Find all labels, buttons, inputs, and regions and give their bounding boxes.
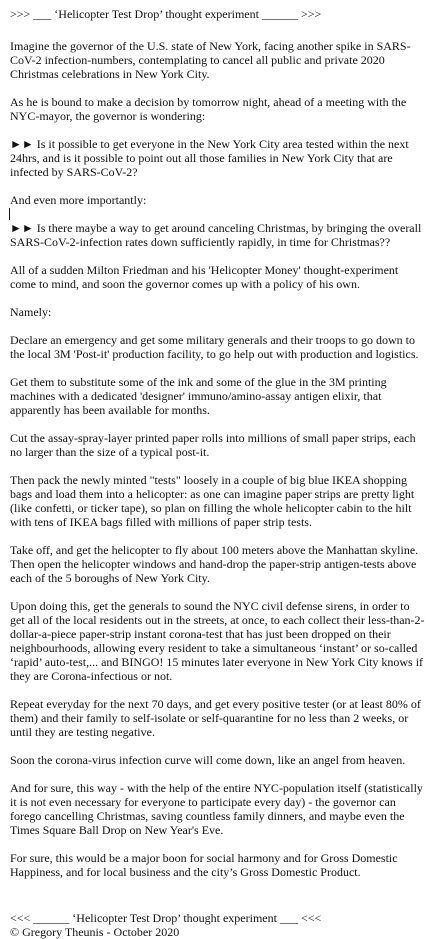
spacer	[10, 81, 426, 95]
paragraph: And even more importantly:	[10, 193, 147, 207]
spacer	[10, 123, 426, 137]
paragraph: Repeat everyday for the next 70 days, and get every positive tester (or at least 80% of them) and their family to self-isolate or self-quarantine for no less than 2 weeks, or until they are testing negative.	[10, 697, 421, 739]
copyright-line: © Gregory Theunis - October 2020	[10, 925, 180, 939]
spacer	[10, 459, 426, 473]
paragraph: Soon the corona-virus infection curve will come down, like an angel from heaven.	[10, 753, 406, 767]
paragraph: ►► Is there maybe a way to get around canceling Christmas, by bringing the overall SARS-CoV-2-infection rates down sufficiently rapidly, in time for Christmas??	[10, 221, 422, 249]
text-cursor	[9, 208, 10, 220]
paragraph: Get them to substitute some of the ink and some of the glue in the 3M printing machines with a dedicated 'designer' immuno/amino-assay antigen elixir, that apparently has been available for months.	[10, 375, 387, 417]
spacer	[10, 179, 426, 193]
spacer	[10, 529, 426, 543]
spacer	[10, 291, 426, 305]
spacer	[10, 585, 426, 599]
spacer	[10, 319, 426, 333]
spacer	[10, 21, 426, 39]
spacer	[10, 739, 426, 753]
paragraph: Namely:	[10, 305, 52, 319]
paragraph: Declare an emergency and get some military generals and their troops to go down to the local 3M 'Post-it' production facility, to go help out with production and logistics.	[10, 333, 419, 361]
paragraph: Upon doing this, get the generals to sound the NYC civil defense sirens, in order to get all of the local residents out in the streets, at once, to each collect their less-than-2-dollar-a-piece paper-strip instant corona-test that has just been dropped on their neighbourhoods, allowing every resident to take a simultaneous ‘instant’ or so-called ‘rapid’ auto-test,... and BINGO! 15 minutes later everyone in New York City knows if they are Corona-infectious or not.	[10, 599, 425, 683]
paragraph: And for sure, this way - with the help of the entire NYC-population itself (statistically it is not even necessary for everyone to participate every day) - the governor can forego cancelling Christmas, saving countless family dinners, and maybe even the Times Square Ball Drop on New Year's Eve.	[10, 781, 423, 837]
spacer	[10, 837, 426, 851]
spacer	[10, 361, 426, 375]
paragraph: As he is bound to make a decision by tomorrow night, ahead of a meeting with the NYC-mayor, the governor is wondering:	[10, 95, 407, 123]
paragraph: Take off, and get the helicopter to fly about 100 meters above the Manhattan skyline. Then open the helicopter windows and hand-drop the paper-strip antigen-tests above each of the 5 boroughs of New York City.	[10, 543, 419, 585]
spacer	[10, 767, 426, 781]
paragraph: Cut the assay-spray-layer printed paper rolls into millions of small paper strips, each no larger than the size of a typical post-it.	[10, 431, 416, 459]
spacer	[10, 897, 426, 911]
paragraph: Then pack the newly minted "tests" loosely in a couple of big blue IKEA shopping bags and load them into a helicopter: as one can imagine paper strips are pretty light (like confetti, or ticker tape), so plan on filling the whole helicopter cabin to the hilt with tens of IKEA bags filled with millions of paper strip tests.	[10, 473, 415, 529]
paragraph: Imagine the governor of the U.S. state of New York, facing another spike in SARS-CoV-2 infection-numbers, contemplating to cancel all public and private 2020 Christmas celebrations in New York City.	[10, 39, 411, 81]
document-body	[10, 7, 426, 939]
paragraph: ►► Is it possible to get everyone in the New York City area tested within the next 24hrs, and is it possible to point out all those families in New York City that are infected by SARS-CoV-2?	[10, 137, 409, 179]
spacer	[10, 207, 426, 221]
paragraph: For sure, this would be a major boon for social harmony and for Gross Domestic Happiness, and for local business and the city’s Gross Domestic Product.	[10, 851, 398, 879]
spacer	[10, 683, 426, 697]
document-footer: <<< ______ ‘Helicopter Test Drop’ thought experiment ___ <<<	[10, 911, 322, 925]
spacer	[10, 249, 426, 263]
paragraph: All of a sudden Milton Friedman and his 'Helicopter Money' thought-experiment come to mind, and soon the governor comes up with a policy of his own.	[10, 263, 399, 291]
spacer	[10, 879, 426, 897]
spacer	[10, 417, 426, 431]
document-header: >>> ___ ‘Helicopter Test Drop’ thought experiment ______ >>>	[10, 7, 322, 21]
